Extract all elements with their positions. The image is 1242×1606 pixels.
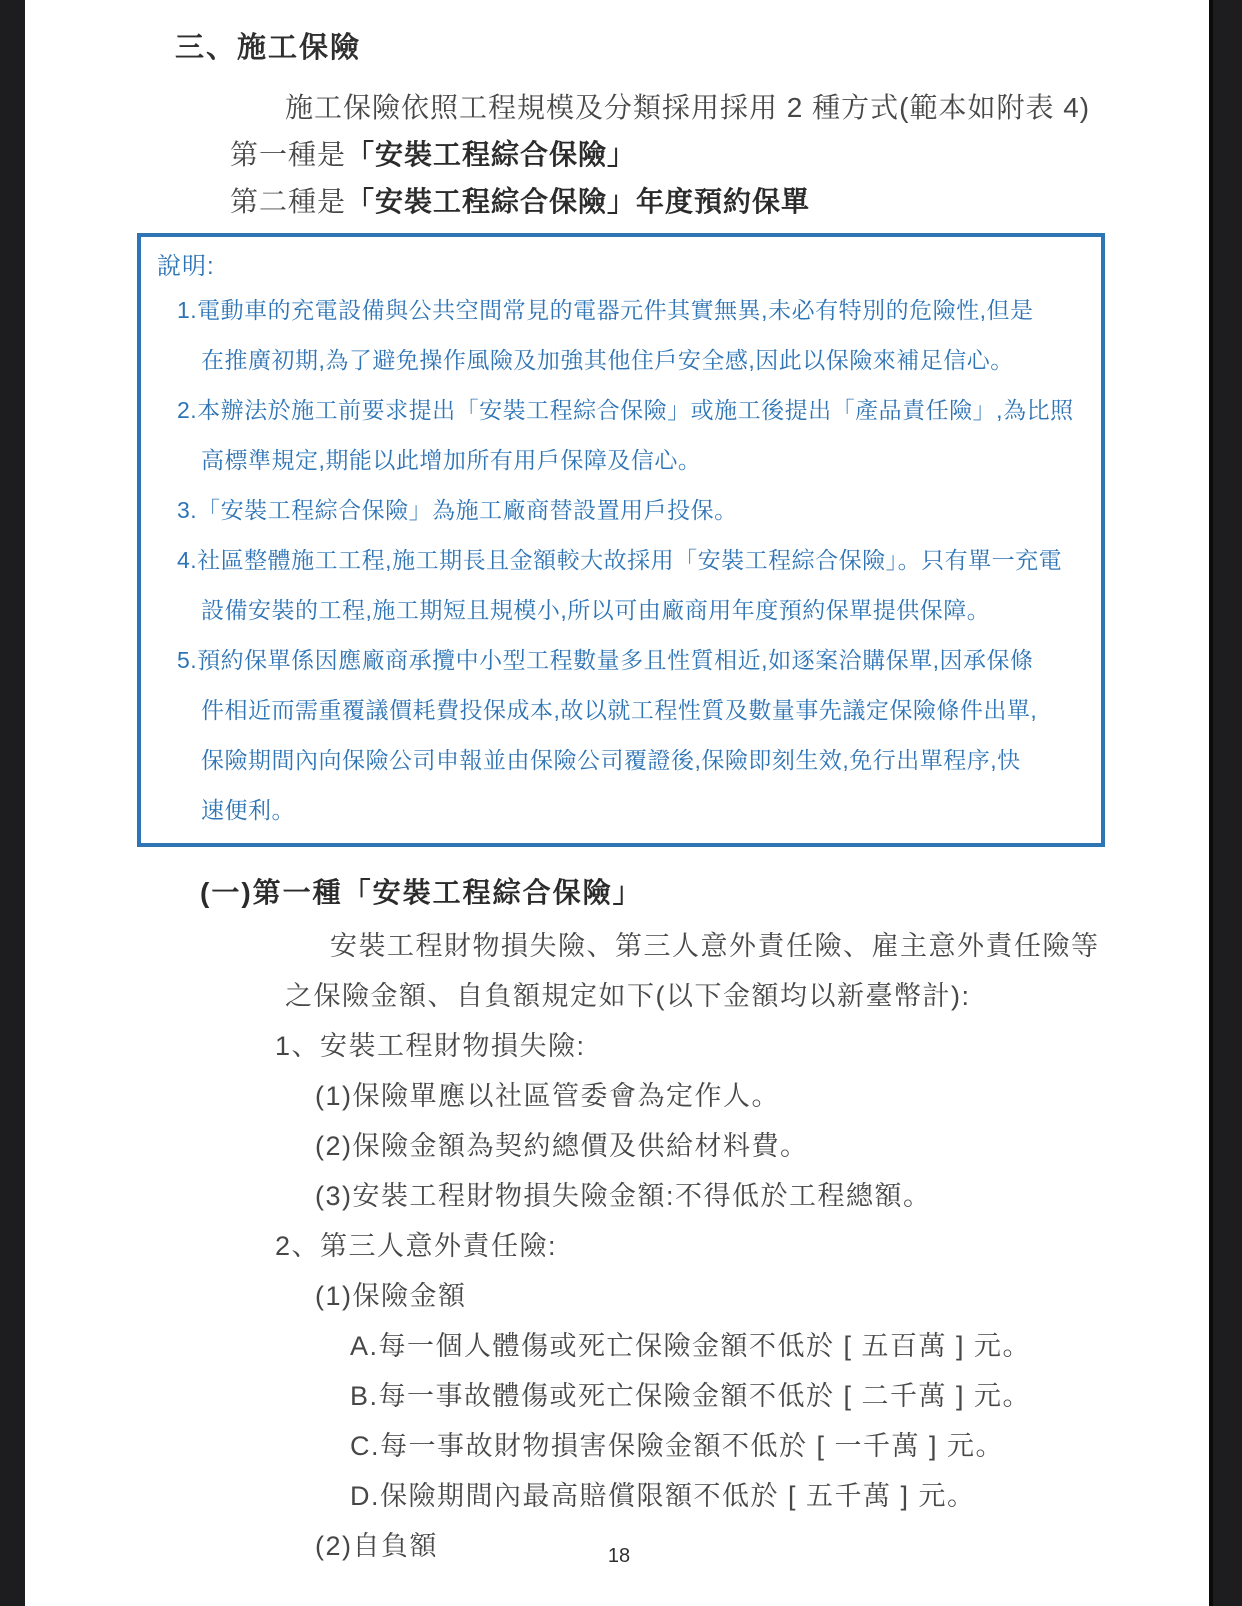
subsection-title: (一)第一種「安裝工程綜合保險」	[200, 877, 643, 908]
document-page	[25, 0, 1213, 1606]
body-line: C.每一事故財物損害保險金額不低於 [ 一千萬 ] 元。	[350, 1431, 1005, 1461]
body-line: (3)安裝工程財物損失險金額:不得低於工程總額。	[315, 1181, 932, 1211]
note-line: 2.本辦法於施工前要求提出「安裝工程綜合保險」或施工後提出「產品責任險」,為比照	[177, 397, 1074, 423]
body-line: 之保險金額、自負額規定如下(以下金額均以新臺幣計):	[285, 981, 971, 1011]
note-line: 4.社區整體施工工程,施工期長且金額較大故採用「安裝工程綜合保險」。只有單一充電	[177, 547, 1063, 573]
type-1-name: 「安裝工程綜合保險」	[346, 139, 637, 170]
body-line: D.保險期間內最高賠償限額不低於 [ 五千萬 ] 元。	[350, 1481, 976, 1511]
body-line: (2)自負額	[315, 1531, 438, 1561]
body-line: 2、第三人意外責任險:	[275, 1231, 558, 1261]
note-line: 高標準規定,期能以此增加所有用戶保障及信心。	[201, 447, 702, 473]
type-1-prefix: 第一種是	[230, 139, 347, 170]
note-line: 在推廣初期,為了避免操作風險及加強其他住戶安全感,因此以保險來補足信心。	[201, 347, 1014, 373]
note-line: 1.電動車的充電設備與公共空間常見的電器元件其實無異,未必有特別的危險性,但是	[177, 297, 1034, 323]
page-number: 18	[607, 1545, 631, 1567]
note-line: 速便利。	[201, 797, 295, 823]
intro-line: 施工保險依照工程規模及分類採用採用 2 種方式(範本如附表 4)	[285, 92, 1091, 123]
type-2-name: 「安裝工程綜合保險」年度預約保單	[346, 186, 811, 217]
note-line: 5.預約保單係因應廠商承攬中小型工程數量多且性質相近,如逐案洽購保單,因承保條	[177, 647, 1034, 673]
insurance-type-2-line	[230, 184, 1213, 220]
body-line: 1、安裝工程財物損失險:	[275, 1031, 586, 1061]
type-2-prefix: 第二種是	[230, 186, 347, 217]
body-line: B.每一事故體傷或死亡保險金額不低於 [ 二千萬 ] 元。	[350, 1381, 1032, 1411]
note-line: 保險期間內向保險公司申報並由保險公司覆證後,保險即刻生效,免行出單程序,快	[201, 747, 1021, 773]
body-line: 安裝工程財物損失險、第三人意外責任險、雇主意外責任險等	[330, 931, 1100, 961]
body-line: (1)保險金額	[315, 1281, 467, 1311]
body-line: (2)保險金額為契約總價及供給材料費。	[315, 1131, 809, 1161]
explanation-box	[137, 233, 1105, 847]
section-title: 三、施工保險	[175, 32, 362, 64]
note-line: 件相近而需重覆議價耗費投保成本,故以就工程性質及數量事先議定保險條件出單,	[201, 697, 1038, 723]
body-line: (1)保險單應以社區管委會為定作人。	[315, 1081, 780, 1111]
body-line: A.每一個人體傷或死亡保險金額不低於 [ 五百萬 ] 元。	[350, 1331, 1032, 1361]
insurance-type-1-line	[230, 137, 1213, 173]
subsection-body	[25, 921, 1213, 1571]
explanation-label: 說明:	[157, 253, 215, 280]
note-line: 3.「安裝工程綜合保險」為施工廠商替設置用戶投保。	[177, 497, 738, 523]
note-line: 設備安裝的工程,施工期短且規模小,所以可由廠商用年度預約保單提供保障。	[201, 597, 991, 623]
